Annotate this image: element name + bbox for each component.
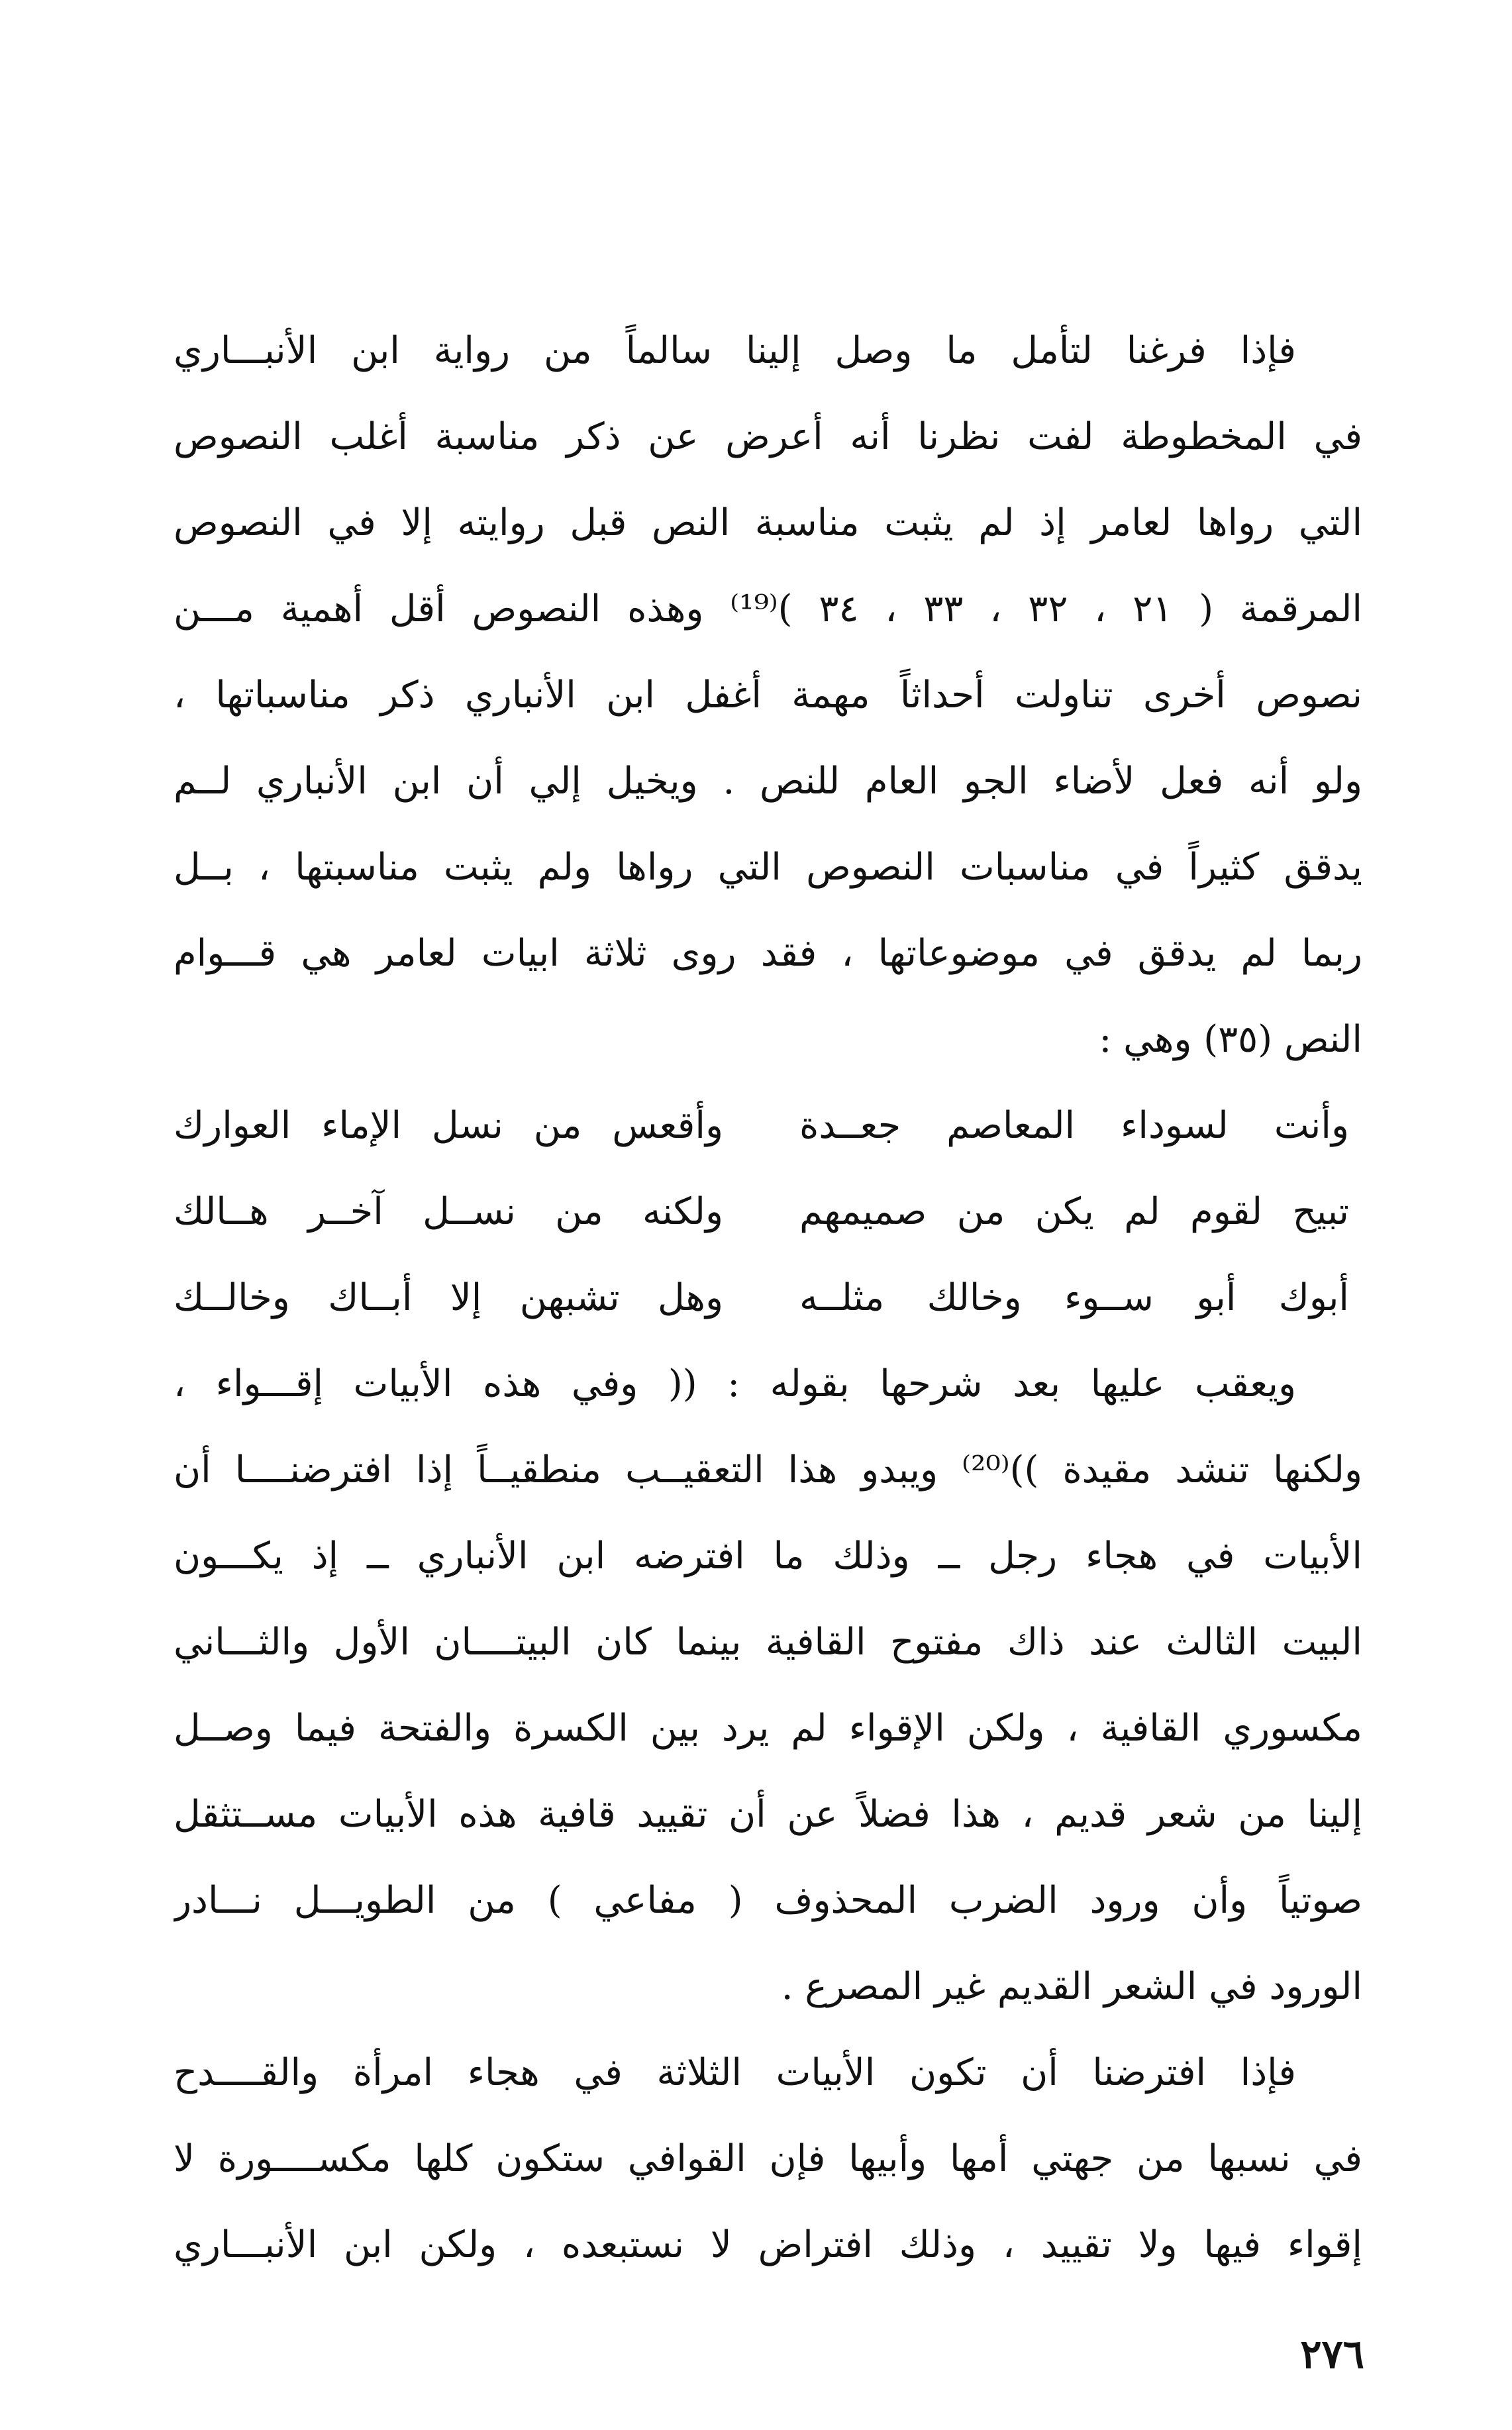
text-line: صوتياً وأن ورود الضرب المحذوف ( مفاعي ) من الطويـــل نـــادر <box>174 1879 1362 1922</box>
text-line: ويعقب عليها بعد شرحها بقوله : (( وفي هذه الأبيات إقـــواء ، <box>174 1362 1296 1405</box>
text-line: فإذا افترضنا أن تكون الأبيات الثلاثة في هجاء امرأة والقــــدح <box>174 2051 1296 2094</box>
poem-verse <box>174 1093 1362 1159</box>
text-line: النص (٣٥) وهي : <box>1099 1018 1362 1061</box>
text-line: المرقمة ( ٢١ ، ٣٢ ، ٣٣ ، ٣٤ )⁽¹⁹⁾ وهذه النصوص أقل أهمية مـــن <box>174 587 1362 631</box>
poem-second-hemistich: وهل تشبهن إلا أبــاك وخالــك <box>174 1276 723 1319</box>
poem-verse <box>174 1265 1362 1331</box>
poem-verse <box>174 1179 1362 1245</box>
text-line: ولكنها تنشد مقيدة ))⁽²⁰⁾ ويبدو هذا التعقيــب منطقيــاً إذا افترضنــــا أن <box>174 1448 1362 1492</box>
poem-second-hemistich: ولكنه من نســل آخــر هــالك <box>174 1190 723 1233</box>
text-line: فإذا فرغنا لتأمل ما وصل إلينا سالماً من رواية ابن الأنبـــاري <box>174 329 1296 372</box>
text-line: الأبيات في هجاء رجل ــ وذلك ما افترضه ابن الأنباري ــ إذ يكـــون <box>174 1535 1362 1578</box>
poem-first-hemistich: تبيح لقوم لم يكن من صميمهم <box>799 1190 1349 1233</box>
text-line: ربما لم يدقق في موضوعاتها ، فقد روى ثلاثة ابيات لعامر هي قـــوام <box>174 932 1362 975</box>
text-line: نصوص أخرى تناولت أحداثاً مهمة أغفل ابن الأنباري ذكر مناسباتها ، <box>174 674 1362 717</box>
page-number: ٢٧٦ <box>1300 2331 1364 2378</box>
text-line: الورود في الشعر القديم غير المصرع . <box>781 1965 1362 2008</box>
text-line: يدقق كثيراً في مناسبات النصوص التي رواها ولم يثبت مناسبتها ، بــل <box>174 846 1362 889</box>
poem-first-hemistich: أبوك أبو ســوء وخالك مثلــه <box>799 1276 1349 1319</box>
text-line: في نسبها من جهتي أمها وأبيها فإن القوافي ستكون كلها مكســــورة لا <box>174 2137 1362 2180</box>
poem-second-hemistich: وأقعس من نسل الإماء العوارك <box>174 1104 723 1147</box>
text-line: ولو أنه فعل لأضاء الجو العام للنص . ويخيل إلي أن ابن الأنباري لــم <box>174 760 1362 803</box>
poem-first-hemistich: وأنت لسوداء المعاصم جعــدة <box>799 1104 1349 1147</box>
text-line: مكسوري القافية ، ولكن الإقواء لم يرد بين الكسرة والفتحة فيما وصــل <box>174 1707 1362 1750</box>
text-line: البيت الثالث عند ذاك مفتوح القافية بينما كان البيتــــان الأول والثـــاني <box>174 1621 1362 1664</box>
text-line: إلينا من شعر قديم ، هذا فضلاً عن أن تقييد قافية هذه الأبيات مســتثقل <box>174 1793 1362 1836</box>
text-line: إقواء فيها ولا تقييد ، وذلك افتراض لا نستبعده ، ولكن ابن الأنبـــاري <box>174 2223 1362 2266</box>
text-line: التي رواها لعامر إذ لم يثبت مناسبة النص قبل روايته إلا في النصوص <box>174 501 1362 544</box>
text-line: في المخطوطة لفت نظرنا أنه أعرض عن ذكر مناسبة أغلب النصوص <box>174 415 1362 458</box>
